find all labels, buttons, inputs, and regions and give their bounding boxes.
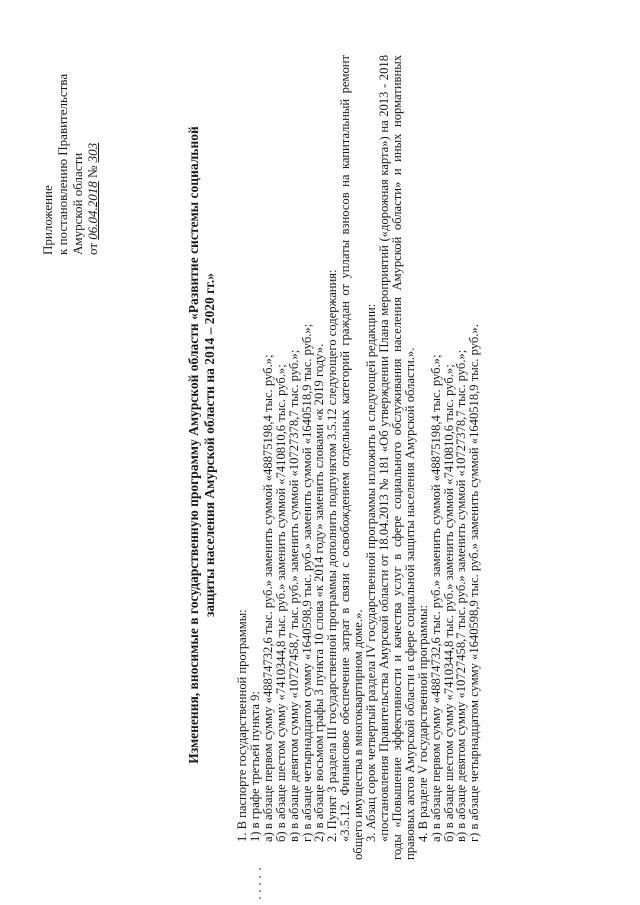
attachment-header — [40, 74, 100, 255]
body-paragraph: в) в абзаце девятом сумму «10727458,7 тыс. руб.» заменить суммой «10727378,7 тыс. руб.»; — [286, 349, 301, 842]
title-line-2: защиты населения Амурской области на 2014 – 2020 гг.» — [202, 273, 217, 617]
body-paragraph: б) в абзаце шестом сумму «7410344,8 тыс. руб.» заменить суммой «7410810,6 тыс. руб.»; — [441, 364, 456, 842]
body-paragraph: г) в абзаце четырнадцатом сумму «1640598,9 тыс. руб.» заменить суммой «1640518,9 тыс. руб.»; — [299, 323, 314, 842]
handwritten-date: 06.04.2018 — [85, 181, 100, 240]
body-paragraph: 1) в графе третьей пункта 9: — [247, 691, 262, 842]
document-body — [236, 55, 481, 860]
handwritten-number: 303 — [85, 142, 100, 163]
from-label: от — [85, 242, 100, 255]
body-paragraph: б) в абзаце шестом сумму «7410344,8 тыс. руб.» заменить суммой «7410810,6 тыс. руб.»; — [273, 364, 288, 842]
body-paragraph: 2. Пункт 3 раздела III государственной программы дополнить подпунктом 3.5.12 следующего содержания: — [325, 269, 340, 842]
attachment-line-3: Амурской области — [70, 152, 85, 255]
attachment-line-1: Приложение — [40, 185, 55, 255]
body-paragraph: 2) в абзаце восьмом графы 3 пункта 10 слова «к 2014 году» заменить словами «к 2019 году». — [312, 343, 327, 842]
scan-specks — [259, 868, 269, 904]
body-paragraph: в) в абзаце девятом сумму «10727458,7 тыс. руб.» заменить суммой «10727378,7 тыс. руб.»; — [454, 349, 469, 842]
number-label: № — [85, 165, 100, 178]
body-paragraph: 3. Абзац сорок четвертый раздела IV государственной программы изложить в следующей редакции: — [364, 303, 379, 842]
attachment-date-line — [85, 74, 100, 255]
title-line-1: Изменения, вносимые в государственную программу Амурской области «Развитие системы социальной — [186, 126, 201, 764]
body-paragraph: 1. В паспорте государственной программы: — [235, 609, 249, 842]
body-paragraph: а) в абзаце первом сумму «48874732,6 тыс. руб.» заменить суммой «48875198,4 тыс. руб.»; — [428, 354, 443, 842]
body-paragraph: 4. В разделе V государственной программы: — [415, 605, 430, 842]
body-paragraph: «постановления Правительства Амурской области от 18.04.2013 № 181 «Об утверждении Плана мероприятий («дорожная карта») на 2013 - 2018 годы «Повышение эффективности и качества услуг в сфере социального обслуживания населения Амурской области» и иных нормативных правовых актов Амурской области в сфере социальной защиты населения Амурской области.». — [376, 55, 417, 860]
body-paragraph: г) в абзаце четырнадцатом сумму «1640598,9 тыс. руб.» заменить суммой «1640518,9 тыс. руб.». — [467, 324, 482, 842]
document-title — [186, 65, 218, 825]
body-paragraph: «3.5.12. Финансовое обеспечение затрат в связи с освобождением отдельных категорий граждан от уплаты взносов на капитальный ремонт общего имущества в многоквартирном доме.». — [338, 55, 366, 860]
body-paragraph: а) в абзаце первом сумму «48874732,6 тыс. руб.» заменить суммой «48875198,4 тыс. руб.»; — [260, 354, 275, 842]
attachment-line-2: к постановлению Правительства — [55, 73, 70, 255]
